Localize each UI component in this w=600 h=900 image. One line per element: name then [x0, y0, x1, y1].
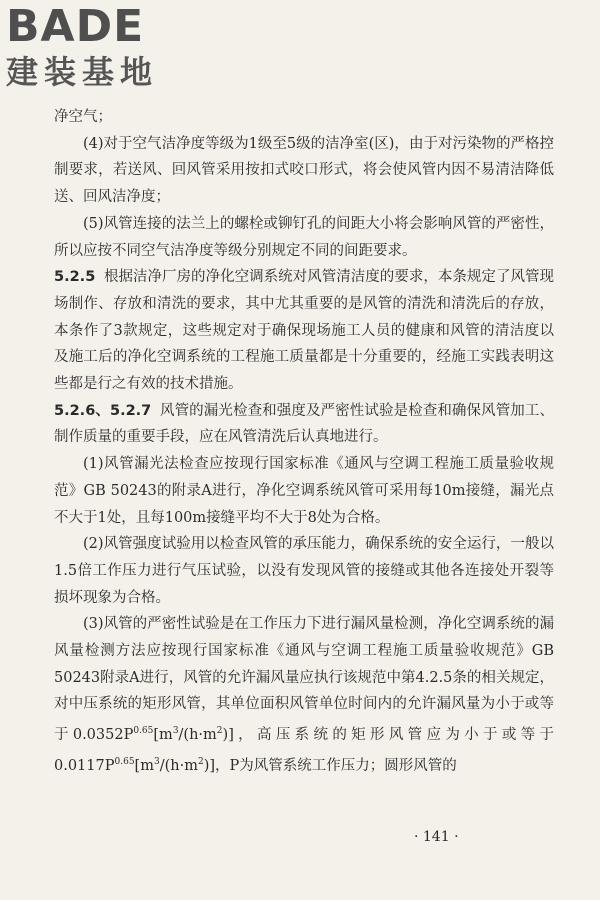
formula-unit-2c: )]，P为风管系统工作压力；圆形风管的 [203, 757, 457, 774]
section-text: 风管的漏光检查和强度及严密性试验是检查和确保风管加工、制作质量的重要手段，应在风管清洗后认真地进行。 [54, 402, 555, 446]
formula-coefficient-1: 0.0352P [72, 727, 134, 743]
formula-exponent-2: 0.65 [114, 756, 135, 767]
logo-wordmark: BADE [6, 1, 145, 52]
section-text: 根据洁净厂房的净化空调系统对风管清洁度的要求，本条规定了风管现场制作、存放和清洗的要求，其中尤其重要的是风管的清洗和清洗后的存放，本条作了3款规定，这些规定对于确保现场施工人员的健康和风管的清洁度以及施工后的净化空调系统的工程施工质量都是十分重要的，经施工实践表明这些都是行之有效的技术措施。 [54, 269, 555, 393]
paragraph: 净空气； [54, 109, 112, 125]
section-paragraph [54, 264, 554, 398]
formula-unit-1-sup2: 2 [216, 726, 223, 737]
section-number: 5.2.6、5.2.7 [54, 402, 152, 419]
page-body [54, 104, 554, 779]
formula-unit-2-sup2: 2 [197, 756, 204, 767]
page-number: · 141 · [414, 829, 459, 845]
formula-exponent-1: 0.65 [133, 726, 154, 737]
paragraph: (5)风管连接的法兰上的螺栓或铆钉孔的间距大小将会影响风管的严密性，所以应按不同空气洁净度等级分别规定不同的间距要求。 [54, 215, 554, 259]
formula-unit-1b: /(h·m [178, 727, 217, 743]
formula-coefficient-2: 0.0117P [54, 757, 115, 774]
formula-unit-1a: [m [153, 727, 173, 743]
section-paragraph [54, 398, 554, 451]
formula-unit-2-sup: 3 [153, 756, 160, 767]
formula-unit-1c: )]，高压系统的矩形风管应为小于或等于 [222, 727, 555, 743]
formula-unit-2b: /(h·m [159, 757, 198, 774]
formula-unit-2a: [m [134, 757, 154, 774]
paragraph [54, 611, 554, 779]
logo-subtitle: 建装基地 [6, 53, 159, 91]
formula-unit-1-sup: 3 [172, 726, 179, 737]
brand-logo [6, 1, 186, 92]
section-number: 5.2.5 [54, 269, 96, 286]
paragraph: (4)对于空气洁净度等级为1级至5级的洁净室(区)，由于对污染物的严格控制要求，若送风、回风管采用按扣式咬口形式，将会使风管内因不易清洁降低送、回风洁净度； [54, 135, 554, 206]
paragraph-text: (3)风管的严密性试验是在工作压力下进行漏风量检测，净化空调系统的漏风量检测方法应按现行国家标准《通风与空调工程施工质量验收规范》GB 50243附录A进行，风管的允许漏风量应执行该规范中第4.2.5条的相关规定，对中压系统的矩形风管，其单位面积风管单位时间内的允许漏风量为小于或等于 [54, 616, 554, 743]
paragraph: (2)风管强度试验用以检查风管的承压能力，确保系统的安全运行，一般以1.5倍工作压力进行气压试验，以没有发现风管的接缝或其他各连接处开裂等损坏现象为合格。 [54, 536, 554, 606]
paragraph: (1)风管漏光法检查应按现行国家标准《通风与空调工程施工质量验收规范》GB 50243的附录A进行，净化空调系统风管可采用每10m接缝，漏光点不大于1处，且每100m接缝平均不大于8处为合格。 [54, 456, 554, 526]
